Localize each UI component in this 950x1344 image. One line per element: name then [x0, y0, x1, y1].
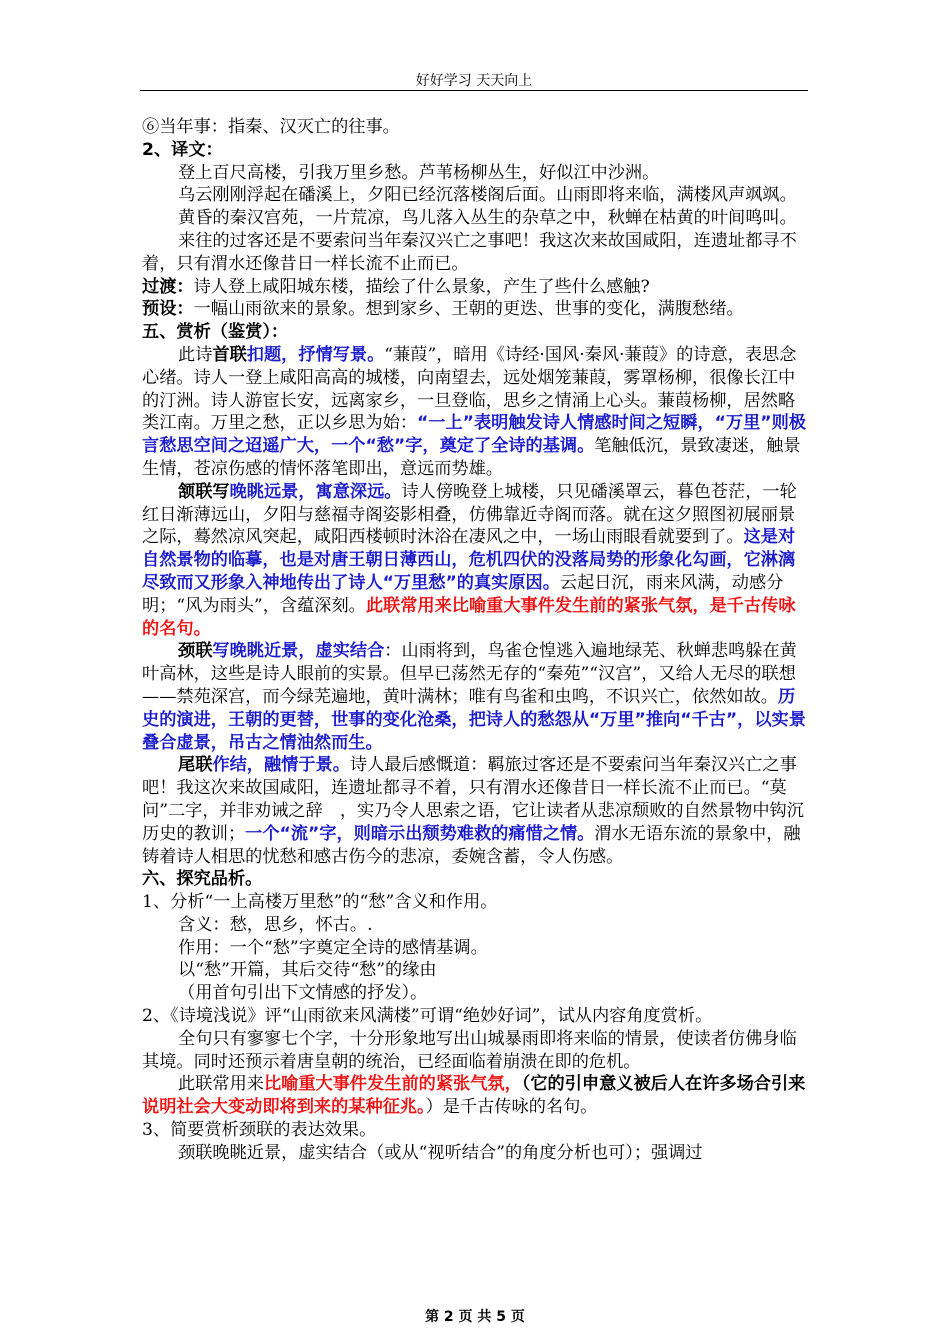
- preset-text: 一幅山雨欲来的景象。想到家乡、王朝的更迭、世事的变化，满腹愁绪。: [193, 299, 744, 320]
- translation-para-1: 登上百尺高楼，引我万里乡愁。芦苇杨柳丛生，好似江中沙洲。: [178, 162, 660, 183]
- appreciation-para-4: [142, 754, 812, 868]
- text-span: ：山雨将到，鸟雀仓惶逃入遍地绿芜、秋蝉悲鸣躲在黄叶高林，这些是诗人眼前的实景。但早已荡然无存的“秦苑”“汉宫”，又给人无尽的联想——禁苑深宫，而今绿芜遍地，黄叶满林；唯有鸟雀和虫鸣，不识兴亡，依然如故。: [142, 641, 797, 707]
- appreciation-para-3: [142, 640, 812, 754]
- text-span: 云起日沉，雨来风满，动感分明；“风为雨头”，含蕴深刻。: [142, 572, 784, 616]
- text-span: 诗人傍晚登上城楼，只见磻溪罩云，暮色苍茫，一轮红日渐薄远山，夕阳与慈福寺阁姿影相叠，仿佛靠近寺阁而落。就在这夕照图初展丽景之际，蓦然凉风突起，咸阳西楼顿时沐浴在凄风之中，一场山雨眼看就要到了。: [142, 481, 797, 548]
- red-highlight-span: 比喻重大事件发生前的紧张气氛，: [263, 1074, 522, 1095]
- document-body: [142, 116, 812, 1165]
- text-span: 此诗: [178, 344, 213, 365]
- section-heading-inquiry: 六、探究品析。: [142, 869, 263, 890]
- section-heading-appreciation: 五、赏析（鉴赏）：: [142, 322, 289, 343]
- transition-text: 诗人登上咸阳城东楼，描绘了什么景象，产生了些什么感触?: [193, 276, 650, 297]
- answer-2-para-1: 全句只有寥寥七个字，十分形象地写出山城暴雨即将来临的情景，使读者仿佛身临其境。同时还预示着唐皇朝的统治，已经面临着崩溃在即的危机。: [142, 1028, 797, 1072]
- preset-label: 预设：: [142, 299, 194, 320]
- section-heading-translation: 2、译文：: [142, 139, 223, 160]
- translation-para-2: 乌云刚刚浮起在磻溪上，夕阳已经沉落楼阁后面。山雨即将来临，满楼风声飒飒。: [178, 185, 797, 206]
- header-rule: [140, 90, 808, 91]
- red-highlight-span: 说明社会大变动即将到来的某种征兆。: [142, 1097, 426, 1118]
- answer-1-meaning: 含义：愁，思乡，怀古。.: [178, 914, 373, 935]
- answer-1-opening: 以“愁”开篇，其后交待“愁”的缘由: [178, 960, 437, 981]
- page-header: 好好学习 天天向上: [415, 73, 533, 89]
- question-3: 3、简要赏析颈联的表达效果。: [142, 1120, 377, 1141]
- highlight-span: 写晚眺近景，虚实结合: [212, 641, 385, 662]
- answer-1-function: 作用：一个“愁”字奠定全诗的感情基调。: [178, 937, 488, 958]
- highlight-span: 晚眺远景，寓意深远。: [229, 481, 402, 502]
- question-1: 1、分析“一上高楼万里愁”的“愁”含义和作用。: [142, 892, 498, 913]
- question-2: 2、《诗境浅说》评“山雨欲来风满楼”可谓“绝妙好词”，试从内容角度赏析。: [142, 1006, 713, 1027]
- answer-1-note: （用首句引出下文情感的抒发）。: [178, 983, 428, 1004]
- transition-label: 过渡：: [142, 276, 194, 297]
- highlight-span: “一上”表明触发诗人情感时间之短瞬，“万里”则极言愁思空间之迢遥广大，一个“愁”字，奠定了全诗的基调。: [142, 413, 806, 457]
- translation-para-3: 黄昏的秦汉宫苑，一片荒凉，鸟儿落入丛生的杂草之中，秋蝉在枯黄的叶间鸣叫。: [178, 208, 797, 229]
- appreciation-para-2: [142, 481, 812, 641]
- transition-line: [142, 276, 812, 299]
- highlight-span: 作结，融情于景。: [212, 755, 350, 776]
- translation-para-4: 来往的过客还是不要索问当年秦汉兴亡之事吧！我这次来故国咸阳，连遗址都寻不着，只有渭水还像昔日一样长流不止而已。: [142, 230, 797, 274]
- answer-2-para-2: [142, 1073, 812, 1119]
- keyword-span: （它的引申意义被后人在许多场合引来: [521, 1074, 806, 1095]
- red-highlight-span: 此联常用来比喻重大事件发生前的紧张气氛，是千古传咏的名句。: [142, 595, 796, 639]
- page-footer: 第 2 页 共 5 页: [425, 1309, 525, 1325]
- keyword-span: 颔联: [178, 481, 213, 502]
- keyword-span: 颈联: [178, 641, 213, 662]
- highlight-span: 这是对自然景物的临摹，也是对唐王朝日薄西山，危机四伏的没落局势的形象化勾画，它淋漓尽致而又形象入神地传出了诗人“万里愁”的真实原因。: [142, 527, 796, 593]
- answer-3-para-1: 颈联晚眺近景，虚实结合（或从“视听结合”的角度分析也可）；强调过: [178, 1142, 703, 1163]
- preset-line: [142, 298, 812, 321]
- keyword-span: 写: [212, 481, 230, 502]
- text-span: 渭水无语东流的景象中，融铸着诗人相思的忧愁和感古伤今的悲凉，委婉含蓄，令人伤感。: [142, 823, 801, 867]
- highlight-span: 扣题，抒情写景。: [246, 344, 385, 365]
- text-span: ）是千古传咏的名句。: [425, 1097, 598, 1118]
- text-span: 笔触低沉，景致凄迷，触景生情，苍凉伤感的情怀落笔即出，意远而势雄。: [142, 436, 801, 479]
- highlight-span: 一个“流”字，则暗示出颓势难救的痛惜之情。: [245, 823, 595, 844]
- keyword-span: 尾联: [178, 755, 213, 776]
- keyword-span: 首联: [212, 344, 247, 365]
- text-span: “蒹葭”，暗用《诗经·国风·秦风·蒹葭》的诗意，表思念心绪。诗人一登上咸阳高高的城楼，向南望去，远处烟笼蒹葭，雾罩杨柳，很像长江中的汀洲。诗人游宦长安，远离家乡，一旦登临，思乡之情涌上心头。蒹葭杨柳，居然略类江南。万里之愁，正以乡思为始：: [142, 344, 797, 434]
- appreciation-para-1: [142, 344, 812, 481]
- text-span: 诗人最后感慨道：羁旅过客还是不要索问当年秦汉兴亡之事吧！我这次来故国咸阳，连遗址都寻不着，只有渭水还像昔日一样长流不止而已。“莫问”二字，并非劝诫之辞 ，实乃令人思索之语，它让读者从悲凉颓败的自然景物中钩沉历史的教训；: [142, 755, 804, 844]
- highlight-span: 历史的演进，王朝的更替，世事的变化沧桑，把诗人的愁怨从“万里”推向“千古”，以实景叠合虚景，吊古之情油然而生。: [142, 686, 806, 753]
- text-span: 此联常用来: [178, 1074, 264, 1095]
- note-line: ⑥当年事：指秦、汉灭亡的往事。: [142, 117, 400, 137]
